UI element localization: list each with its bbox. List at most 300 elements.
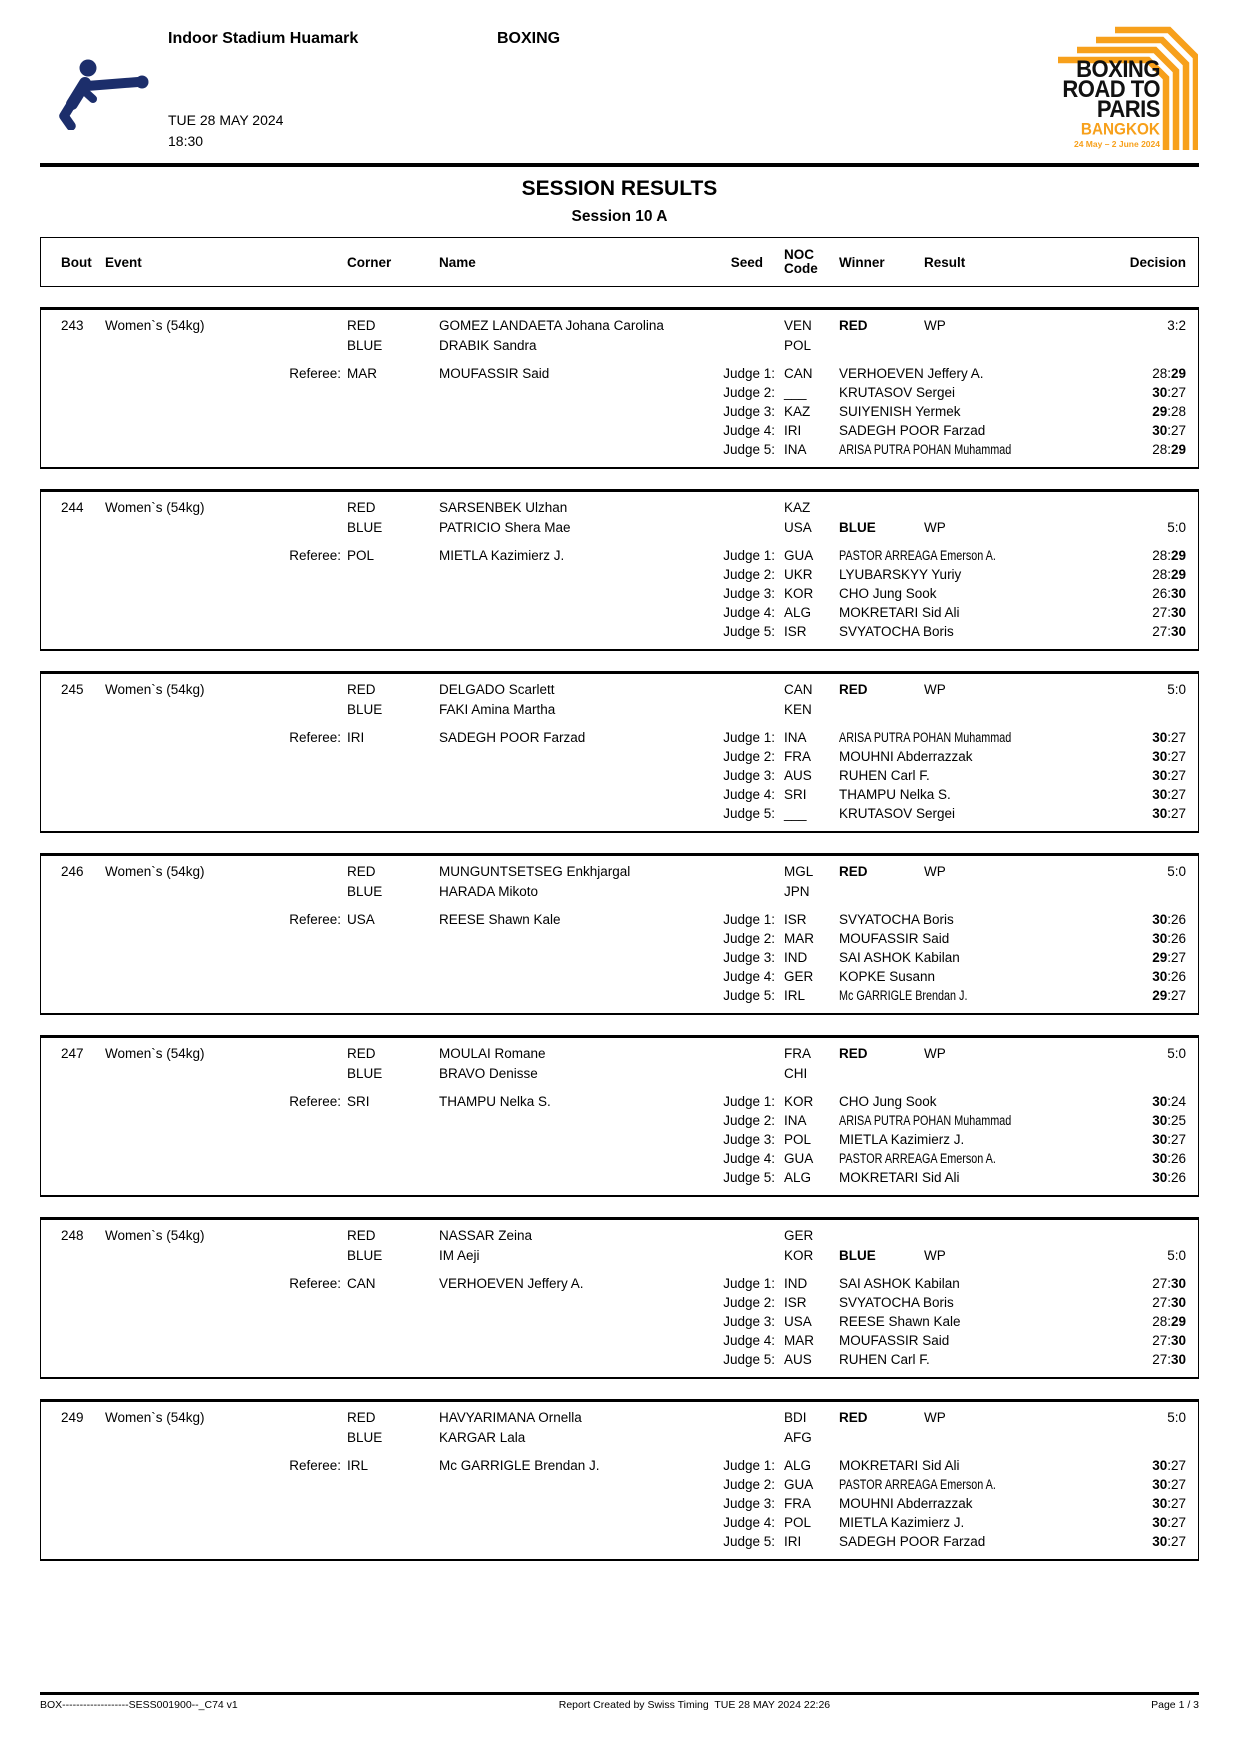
judge-label: Judge 1: bbox=[723, 730, 775, 745]
winner-value: RED bbox=[839, 682, 868, 697]
judge-name: Mc GARRIGLE Brendan J. bbox=[839, 988, 968, 1003]
referee-name: SADEGH POOR Farzad bbox=[439, 730, 586, 745]
logo-dates: 24 May – 2 June 2024 bbox=[1073, 139, 1160, 149]
judge-label: Judge 5: bbox=[723, 1352, 775, 1367]
bout-number: 246 bbox=[61, 864, 84, 879]
logo-line-paris: PARIS bbox=[1096, 96, 1160, 123]
bout-block bbox=[40, 489, 1199, 651]
corner-label-blue: BLUE bbox=[347, 1430, 383, 1445]
judge-score: 30:27 bbox=[1152, 730, 1186, 745]
judge-score: 30:26 bbox=[1152, 931, 1186, 946]
judge-name: SADEGH POOR Farzad bbox=[839, 423, 986, 438]
judge-label: Judge 3: bbox=[723, 1496, 775, 1511]
winner-value: RED bbox=[839, 318, 868, 333]
logo-city: BANGKOK bbox=[1080, 120, 1160, 139]
judge-row bbox=[61, 1494, 1186, 1513]
judge-score: 30:25 bbox=[1152, 1113, 1186, 1128]
judge-label: Judge 2: bbox=[723, 1477, 775, 1492]
athlete-noc-blue: JPN bbox=[784, 884, 810, 899]
athlete-name-red: GOMEZ LANDAETA Johana Carolina bbox=[439, 318, 664, 333]
judge-label: Judge 4: bbox=[723, 787, 775, 802]
judge-label: Judge 4: bbox=[723, 1151, 775, 1166]
judge-row bbox=[61, 421, 1186, 440]
judge-noc: GER bbox=[784, 969, 814, 984]
judge-score: 29:27 bbox=[1152, 988, 1186, 1003]
judge-row bbox=[61, 584, 1186, 603]
referee-name: THAMPU Nelka S. bbox=[439, 1094, 551, 1109]
judge-score: 30:27 bbox=[1152, 1458, 1186, 1473]
athlete-noc-red: CAN bbox=[784, 682, 813, 697]
col-header-decision: Decision bbox=[1129, 254, 1186, 270]
judge-label: Judge 1: bbox=[723, 1276, 775, 1291]
red-corner-row bbox=[61, 1226, 1186, 1246]
footer-report-code: BOX-------------------SESS001900--_C74 v1 bbox=[40, 1699, 238, 1711]
judge-label: Judge 2: bbox=[723, 749, 775, 764]
judge-name: SVYATOCHA Boris bbox=[839, 912, 954, 927]
judge-row bbox=[61, 967, 1186, 986]
judge-name: MOUFASSIR Said bbox=[839, 931, 950, 946]
judge-row bbox=[61, 383, 1186, 402]
referee-name: MIETLA Kazimierz J. bbox=[439, 548, 565, 563]
header-rule bbox=[40, 163, 1199, 167]
judge-name: CHO Jung Sook bbox=[839, 586, 937, 601]
blue-corner-row bbox=[61, 1428, 1186, 1448]
judge-noc: IND bbox=[784, 1276, 808, 1291]
judge-name: MOKRETARI Sid Ali bbox=[839, 605, 960, 620]
judge-score: 30:27 bbox=[1152, 423, 1186, 438]
bout-row-spacer bbox=[61, 1084, 1186, 1092]
judge-name: MOUHNI Abderrazzak bbox=[839, 749, 973, 764]
judge-row bbox=[61, 603, 1186, 622]
judge-row bbox=[61, 1274, 1186, 1293]
winner-value: RED bbox=[839, 1410, 868, 1425]
judge-noc: ISR bbox=[784, 1295, 807, 1310]
judge-row bbox=[61, 910, 1186, 929]
judge-label: Judge 3: bbox=[723, 404, 775, 419]
athlete-name-blue: KARGAR Lala bbox=[439, 1430, 526, 1445]
judge-noc: ALG bbox=[784, 1458, 812, 1473]
judge-label: Judge 5: bbox=[723, 624, 775, 639]
event-name: Women`s (54kg) bbox=[105, 318, 205, 333]
judge-name: MOUHNI Abderrazzak bbox=[839, 1496, 973, 1511]
judge-noc: IND bbox=[784, 950, 808, 965]
corner-label-blue: BLUE bbox=[347, 520, 383, 535]
red-corner-row bbox=[61, 862, 1186, 882]
judge-name: KRUTASOV Sergei bbox=[839, 806, 956, 821]
bout-number: 247 bbox=[61, 1046, 84, 1061]
judge-noc: ISR bbox=[784, 624, 807, 639]
judge-noc: IRL bbox=[784, 988, 806, 1003]
judge-row bbox=[61, 364, 1186, 383]
judge-name: RUHEN Carl F. bbox=[839, 1352, 930, 1367]
athlete-name-red: MUNGUNTSETSEG Enkhjargal bbox=[439, 864, 631, 879]
athlete-name-blue: FAKI Amina Martha bbox=[439, 702, 556, 717]
judge-name: MOKRETARI Sid Ali bbox=[839, 1458, 960, 1473]
judge-noc: FRA bbox=[784, 749, 811, 764]
athlete-noc-blue: USA bbox=[784, 520, 812, 535]
judge-label: Judge 3: bbox=[723, 1314, 775, 1329]
judge-noc: ALG bbox=[784, 1170, 812, 1185]
judge-score: 30:26 bbox=[1152, 912, 1186, 927]
judge-label: Judge 2: bbox=[723, 567, 775, 582]
judge-noc: AUS bbox=[784, 1352, 812, 1367]
judge-label: Judge 3: bbox=[723, 950, 775, 965]
judge-score: 26:30 bbox=[1152, 586, 1186, 601]
judge-row bbox=[61, 728, 1186, 747]
judge-noc: FRA bbox=[784, 1496, 811, 1511]
judge-row bbox=[61, 948, 1186, 967]
col-header-event: Event bbox=[105, 254, 142, 270]
bout-row-spacer bbox=[61, 1266, 1186, 1274]
winner-value: BLUE bbox=[839, 520, 876, 535]
referee-name: REESE Shawn Kale bbox=[439, 912, 561, 927]
bout-list bbox=[40, 307, 1199, 1561]
judge-row bbox=[61, 1130, 1186, 1149]
judge-label: Judge 5: bbox=[723, 806, 775, 821]
judge-row bbox=[61, 546, 1186, 565]
winner-value: BLUE bbox=[839, 1248, 876, 1263]
judge-score: 27:30 bbox=[1152, 624, 1186, 639]
judge-noc: INA bbox=[784, 1113, 807, 1128]
event-name: Women`s (54kg) bbox=[105, 864, 205, 879]
judge-score: 29:27 bbox=[1152, 950, 1186, 965]
referee-noc: POL bbox=[347, 548, 375, 563]
venue-title: Indoor Stadium Huamark bbox=[168, 30, 359, 47]
judge-name: MOUFASSIR Said bbox=[839, 1333, 950, 1348]
judge-noc: CAN bbox=[784, 366, 813, 381]
athlete-noc-blue: KOR bbox=[784, 1248, 814, 1263]
referee-label: Referee: bbox=[289, 1458, 341, 1473]
footer-page-number: Page 1 / 3 bbox=[1151, 1699, 1199, 1711]
judge-name: RUHEN Carl F. bbox=[839, 768, 930, 783]
judge-name: SVYATOCHA Boris bbox=[839, 1295, 954, 1310]
judge-score: 28:29 bbox=[1152, 548, 1186, 563]
judge-row bbox=[61, 1331, 1186, 1350]
referee-label: Referee: bbox=[289, 1276, 341, 1291]
event-name: Women`s (54kg) bbox=[105, 1410, 205, 1425]
judge-noc: IRI bbox=[784, 1534, 802, 1549]
results-table-header bbox=[40, 237, 1199, 287]
judge-score: 29:28 bbox=[1152, 404, 1186, 419]
col-header-corner: Corner bbox=[347, 254, 392, 270]
event-name: Women`s (54kg) bbox=[105, 682, 205, 697]
col-header-bout: Bout bbox=[61, 254, 92, 270]
result-value: WP bbox=[924, 1248, 946, 1263]
judge-name: THAMPU Nelka S. bbox=[839, 787, 951, 802]
report-footer bbox=[40, 1692, 1199, 1711]
judge-row bbox=[61, 804, 1186, 823]
judge-row bbox=[61, 1293, 1186, 1312]
col-header-winner: Winner bbox=[839, 254, 885, 270]
judge-score: 30:27 bbox=[1152, 1534, 1186, 1549]
bout-row-spacer bbox=[61, 720, 1186, 728]
logo-line-boxing: BOXING bbox=[1076, 56, 1160, 83]
judge-noc: KOR bbox=[784, 1094, 814, 1109]
judge-name: CHO Jung Sook bbox=[839, 1094, 937, 1109]
red-corner-row bbox=[61, 498, 1186, 518]
page-title: SESSION RESULTS bbox=[521, 177, 718, 200]
judge-score: 30:27 bbox=[1152, 1496, 1186, 1511]
judge-row bbox=[61, 1111, 1186, 1130]
bout-number: 244 bbox=[61, 500, 84, 515]
judge-name: MIETLA Kazimierz J. bbox=[839, 1132, 965, 1147]
athlete-noc-red: VEN bbox=[784, 318, 812, 333]
judge-label: Judge 3: bbox=[723, 1132, 775, 1147]
judge-score: 28:29 bbox=[1152, 1314, 1186, 1329]
referee-label: Referee: bbox=[289, 730, 341, 745]
judge-noc: ___ bbox=[784, 385, 807, 400]
judge-noc: USA bbox=[784, 1314, 812, 1329]
athlete-noc-red: KAZ bbox=[784, 500, 811, 515]
session-time: 18:30 bbox=[168, 133, 204, 149]
decision-value: 5:0 bbox=[1167, 1410, 1186, 1425]
corner-label-red: RED bbox=[347, 1228, 376, 1243]
corner-label-red: RED bbox=[347, 318, 376, 333]
judge-score: 28:29 bbox=[1152, 366, 1186, 381]
judge-row bbox=[61, 440, 1186, 459]
red-corner-row bbox=[61, 680, 1186, 700]
judge-noc: INA bbox=[784, 730, 807, 745]
corner-label-red: RED bbox=[347, 864, 376, 879]
bout-number: 249 bbox=[61, 1410, 84, 1425]
judge-name: LYUBARSKYY Yuriy bbox=[839, 567, 962, 582]
judge-noc: IRI bbox=[784, 423, 802, 438]
judge-row bbox=[61, 1092, 1186, 1111]
bout-row-spacer bbox=[61, 902, 1186, 910]
bout-block bbox=[40, 671, 1199, 833]
judge-noc: SRI bbox=[784, 787, 807, 802]
result-value: WP bbox=[924, 682, 946, 697]
red-corner-row bbox=[61, 316, 1186, 336]
referee-label: Referee: bbox=[289, 366, 341, 381]
judge-score: 30:27 bbox=[1152, 1132, 1186, 1147]
referee-noc: MAR bbox=[347, 366, 377, 381]
corner-label-red: RED bbox=[347, 1410, 376, 1425]
red-corner-row bbox=[61, 1044, 1186, 1064]
decision-value: 5:0 bbox=[1167, 1248, 1186, 1263]
logo-line-roadto: ROAD TO bbox=[1062, 76, 1160, 103]
judge-noc: ___ bbox=[784, 806, 807, 821]
judge-score: 27:30 bbox=[1152, 1295, 1186, 1310]
corner-label-blue: BLUE bbox=[347, 338, 383, 353]
referee-noc: SRI bbox=[347, 1094, 370, 1109]
footer-created-by: Report Created by Swiss Timing TUE 28 MAY 2024 22:26 bbox=[558, 1699, 831, 1711]
judge-score: 30:27 bbox=[1152, 768, 1186, 783]
judge-name: PASTOR ARREAGA Emerson A. bbox=[839, 1151, 996, 1166]
decision-value: 5:0 bbox=[1167, 682, 1186, 697]
judge-name: SUIYENISH Yermek bbox=[839, 404, 961, 419]
athlete-noc-red: GER bbox=[784, 1228, 814, 1243]
judge-label: Judge 2: bbox=[723, 1113, 775, 1128]
result-value: WP bbox=[924, 864, 946, 879]
judge-label: Judge 5: bbox=[723, 1534, 775, 1549]
judge-row bbox=[61, 1475, 1186, 1494]
col-header-seed: Seed bbox=[730, 254, 763, 270]
athlete-noc-red: BDI bbox=[784, 1410, 807, 1425]
blue-corner-row bbox=[61, 518, 1186, 538]
judge-noc: INA bbox=[784, 442, 807, 457]
judge-noc: KOR bbox=[784, 586, 814, 601]
judge-noc: GUA bbox=[784, 1477, 814, 1492]
athlete-name-red: NASSAR Zeina bbox=[439, 1228, 533, 1243]
judge-row bbox=[61, 785, 1186, 804]
judge-label: Judge 3: bbox=[723, 586, 775, 601]
judge-label: Judge 1: bbox=[723, 548, 775, 563]
judge-row bbox=[61, 766, 1186, 785]
judge-label: Judge 5: bbox=[723, 442, 775, 457]
athlete-name-blue: DRABIK Sandra bbox=[439, 338, 537, 353]
judge-row bbox=[61, 1312, 1186, 1331]
judge-noc: GUA bbox=[784, 1151, 814, 1166]
bout-row-spacer bbox=[61, 538, 1186, 546]
judge-noc: POL bbox=[784, 1132, 812, 1147]
judge-label: Judge 1: bbox=[723, 366, 775, 381]
bout-row-spacer bbox=[61, 1448, 1186, 1456]
judge-row bbox=[61, 1513, 1186, 1532]
bout-block bbox=[40, 1035, 1199, 1197]
bout-number: 248 bbox=[61, 1228, 84, 1243]
judge-name: SAI ASHOK Kabilan bbox=[839, 950, 960, 965]
judge-row bbox=[61, 1456, 1186, 1475]
judge-label: Judge 4: bbox=[723, 1333, 775, 1348]
athlete-noc-red: FRA bbox=[784, 1046, 811, 1061]
judge-score: 30:27 bbox=[1152, 1515, 1186, 1530]
athlete-name-blue: PATRICIO Shera Mae bbox=[439, 520, 571, 535]
corner-label-red: RED bbox=[347, 500, 376, 515]
col-header-name: Name bbox=[439, 254, 476, 270]
decision-value: 5:0 bbox=[1167, 1046, 1186, 1061]
referee-label: Referee: bbox=[289, 548, 341, 563]
athlete-noc-red: MGL bbox=[784, 864, 814, 879]
judge-score: 30:27 bbox=[1152, 787, 1186, 802]
corner-label-blue: BLUE bbox=[347, 702, 383, 717]
judge-score: 28:29 bbox=[1152, 442, 1186, 457]
judge-name: MIETLA Kazimierz J. bbox=[839, 1515, 965, 1530]
corner-label-red: RED bbox=[347, 1046, 376, 1061]
referee-label: Referee: bbox=[289, 1094, 341, 1109]
blue-corner-row bbox=[61, 882, 1186, 902]
judge-row bbox=[61, 986, 1186, 1005]
sport-title: BOXING bbox=[497, 30, 561, 47]
judge-row bbox=[61, 402, 1186, 421]
athlete-name-blue: IM Aeji bbox=[439, 1248, 480, 1263]
winner-value: RED bbox=[839, 864, 868, 879]
judge-label: Judge 1: bbox=[723, 912, 775, 927]
judge-name: SAI ASHOK Kabilan bbox=[839, 1276, 960, 1291]
judge-label: Judge 1: bbox=[723, 1458, 775, 1473]
judge-row bbox=[61, 929, 1186, 948]
judge-label: Judge 4: bbox=[723, 423, 775, 438]
winner-value: RED bbox=[839, 1046, 868, 1061]
judge-label: Judge 3: bbox=[723, 768, 775, 783]
athlete-noc-blue: AFG bbox=[784, 1430, 812, 1445]
athlete-name-red: SARSENBEK Ulzhan bbox=[439, 500, 568, 515]
bout-block bbox=[40, 853, 1199, 1015]
referee-noc: IRI bbox=[347, 730, 365, 745]
judge-label: Judge 5: bbox=[723, 1170, 775, 1185]
decision-value: 5:0 bbox=[1167, 520, 1186, 535]
judge-row bbox=[61, 1149, 1186, 1168]
judge-noc: POL bbox=[784, 1515, 812, 1530]
judge-score: 30:27 bbox=[1152, 385, 1186, 400]
bout-block bbox=[40, 1217, 1199, 1379]
road-to-paris-logo bbox=[1020, 26, 1198, 156]
athlete-name-red: HAVYARIMANA Ornella bbox=[439, 1410, 582, 1425]
judge-name: PASTOR ARREAGA Emerson A. bbox=[839, 1477, 996, 1492]
judge-row bbox=[61, 565, 1186, 584]
judge-name: PASTOR ARREAGA Emerson A. bbox=[839, 548, 996, 563]
judge-noc: ALG bbox=[784, 605, 812, 620]
judge-name: ARISA PUTRA POHAN Muhammad bbox=[839, 1113, 1012, 1128]
col-header-result: Result bbox=[924, 254, 966, 270]
judge-name: SVYATOCHA Boris bbox=[839, 624, 954, 639]
judge-noc: MAR bbox=[784, 1333, 814, 1348]
judge-score: 27:30 bbox=[1152, 605, 1186, 620]
session-subtitle: Session 10 A bbox=[571, 208, 668, 225]
referee-label: Referee: bbox=[289, 912, 341, 927]
athlete-noc-blue: KEN bbox=[784, 702, 812, 717]
judge-name: SADEGH POOR Farzad bbox=[839, 1534, 986, 1549]
judge-noc: UKR bbox=[784, 567, 813, 582]
event-name: Women`s (54kg) bbox=[105, 500, 205, 515]
event-name: Women`s (54kg) bbox=[105, 1228, 205, 1243]
judge-score: 30:27 bbox=[1152, 749, 1186, 764]
judge-name: MOKRETARI Sid Ali bbox=[839, 1170, 960, 1185]
referee-name: VERHOEVEN Jeffery A. bbox=[439, 1276, 584, 1291]
judge-score: 30:27 bbox=[1152, 806, 1186, 821]
judge-score: 30:27 bbox=[1152, 1477, 1186, 1492]
referee-noc: CAN bbox=[347, 1276, 376, 1291]
judge-score: 27:30 bbox=[1152, 1352, 1186, 1367]
judge-score: 30:26 bbox=[1152, 1151, 1186, 1166]
referee-name: MOUFASSIR Said bbox=[439, 366, 550, 381]
judge-name: REESE Shawn Kale bbox=[839, 1314, 961, 1329]
judge-score: 30:24 bbox=[1152, 1094, 1186, 1109]
judge-name: KOPKE Susann bbox=[839, 969, 936, 984]
judge-label: Judge 4: bbox=[723, 969, 775, 984]
result-value: WP bbox=[924, 318, 946, 333]
road-to-paris-logo-text bbox=[1062, 56, 1160, 150]
athlete-noc-blue: CHI bbox=[784, 1066, 808, 1081]
judge-score: 30:26 bbox=[1152, 969, 1186, 984]
judge-score: 27:30 bbox=[1152, 1276, 1186, 1291]
corner-label-blue: BLUE bbox=[347, 884, 383, 899]
corner-label-blue: BLUE bbox=[347, 1066, 383, 1081]
decision-value: 3:2 bbox=[1167, 318, 1186, 333]
judge-name: KRUTASOV Sergei bbox=[839, 385, 956, 400]
corner-label-blue: BLUE bbox=[347, 1248, 383, 1263]
judge-label: Judge 2: bbox=[723, 1295, 775, 1310]
judge-label: Judge 2: bbox=[723, 931, 775, 946]
corner-label-red: RED bbox=[347, 682, 376, 697]
judge-label: Judge 1: bbox=[723, 1094, 775, 1109]
red-corner-row bbox=[61, 1408, 1186, 1428]
athlete-noc-blue: POL bbox=[784, 338, 812, 353]
judge-noc: MAR bbox=[784, 931, 814, 946]
athlete-name-red: MOULAI Romane bbox=[439, 1046, 546, 1061]
blue-corner-row bbox=[61, 336, 1186, 356]
judge-row bbox=[61, 622, 1186, 641]
judge-label: Judge 4: bbox=[723, 605, 775, 620]
athlete-name-blue: BRAVO Denisse bbox=[439, 1066, 538, 1081]
referee-name: Mc GARRIGLE Brendan J. bbox=[439, 1458, 600, 1473]
bout-number: 243 bbox=[61, 318, 84, 333]
referee-noc: USA bbox=[347, 912, 375, 927]
session-date: TUE 28 MAY 2024 bbox=[168, 112, 284, 128]
judge-name: ARISA PUTRA POHAN Muhammad bbox=[839, 730, 1012, 745]
judge-score: 28:29 bbox=[1152, 567, 1186, 582]
judge-row bbox=[61, 747, 1186, 766]
